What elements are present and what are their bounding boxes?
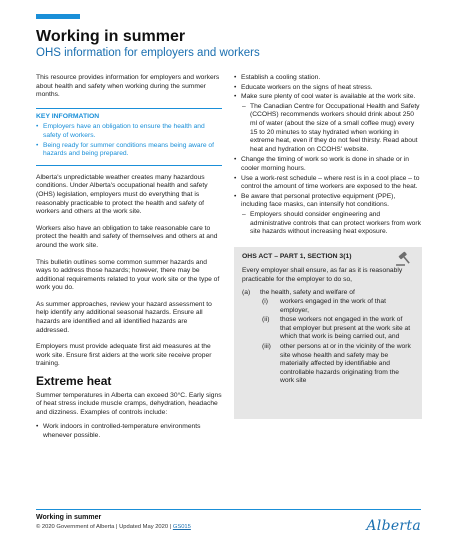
- left-column: [36, 74, 222, 442]
- key-information-list: [36, 123, 222, 158]
- heat-control-item: • Use a work-rest schedule – where rest is in a cool place – to control the amount of time workers are exposed to the heat.: [234, 175, 422, 192]
- key-information-box: [36, 108, 222, 166]
- document-code-link[interactable]: GS015: [172, 524, 191, 530]
- gavel-icon: [394, 251, 412, 267]
- heat-control-item: • Change the timing of work so work is done in shade or in cooler morning hours.: [234, 156, 422, 173]
- heat-control-item: • Work indoors in controlled-temperature environments whenever possible.: [36, 423, 222, 440]
- footer-copyright: © 2020 Government of Alberta | Updated May 2020 | GS015: [36, 524, 191, 530]
- key-information-heading: KEY INFORMATION: [36, 112, 100, 120]
- sub-item: – Employers should consider engineering and administrative controls that can protect workers from work site hazards without increasing heat exposure.: [241, 211, 422, 237]
- ohs-act-box: [234, 247, 422, 419]
- heat-control-item: • Make sure plenty of cool water is available at the work site. – The Canadian Centre for Occupational Health and Safety (CCOHS) recommends workers should drink about 250 ml of water (about the size of a small coffee mug) every 15 to 20 minutes to stay hydrated when working in extreme heat, even if they do not feel thirsty. Read about heat and hydration on CCOHS' website.: [234, 93, 422, 154]
- body-paragraph: Alberta's unpredictable weather creates many hazardous conditions. Under Alberta's occupational health and safety (OHS) legislation, employers must do everything that is reasonably practicable to protect the health and safety of workers and others at the work site.: [36, 173, 208, 216]
- heat-control-item: • Establish a cooling station.: [234, 74, 422, 83]
- extreme-heat-paragraph: Summer temperatures in Alberta can exceed 30°C. Early signs of heat stress include muscle cramps, dehydration, headache and dizziness. Examples of controls include:: [36, 391, 222, 416]
- heat-control-item: • Educate workers on the signs of heat stress.: [234, 84, 422, 93]
- ohs-act-clause: (a) the health, safety and welfare of (i) workers engaged in the work of that employer, (ii) those workers not engaged in the work of that employer but present at the work site at which that work is being carried out, and (iii) other persons at or in the vicinity of the work site whose health and safety may be materially affected by identifiable and controllable hazards originating from the work site: [242, 289, 414, 386]
- sub-list: [241, 103, 422, 155]
- heat-controls-list-continued: [234, 74, 422, 237]
- ohs-act-clause-list: [242, 289, 414, 386]
- footer-title: Working in summer: [36, 514, 102, 521]
- sub-item: – The Canadian Centre for Occupational Health and Safety (CCOHS) recommends workers should drink about 250 ml of water (about the size of a small coffee mug) every 15 to 20 minutes to stay hydrated when working in extreme heat, even if they do not feel thirsty. Read about heat and hydration on CCOHS' website.: [241, 103, 422, 155]
- page-subtitle: OHS information for employers and workers: [36, 47, 260, 59]
- ohs-act-subclause-list: [260, 298, 414, 386]
- heat-controls-list: [36, 423, 222, 440]
- ohs-act-subclause: (iii) other persons at or in the vicinity of the work site whose health and safety may be materially affected by identifiable and controllable hazards originating from the work site: [262, 343, 411, 385]
- body-paragraph: This bulletin outlines some common summer hazards and ways to address those hazards; however, there may be additional requirements related to your work site or the type of work you do.: [36, 258, 220, 292]
- sub-list: [241, 211, 422, 237]
- header-accent-bar: [36, 14, 80, 19]
- ohs-act-heading: OHS ACT – PART 1, SECTION 3(1): [242, 252, 352, 260]
- ohs-act-intro: Every employer shall ensure, as far as it is reasonably practicable for the employer to do so,: [242, 267, 403, 283]
- key-info-item: • Being ready for summer conditions means being aware of hazards and being prepared.: [36, 142, 222, 159]
- intro-paragraph: This resource provides information for employers and workers about health and safety when working during the summer months.: [36, 74, 220, 99]
- extreme-heat-heading: Extreme heat: [36, 374, 112, 389]
- body-paragraph: As summer approaches, review your hazard assessment to help identify any additional seasonal hazards. Ensure all hazards are identified and all identified hazards are addressed.: [36, 300, 212, 334]
- alberta-logo: Alberta: [366, 518, 421, 534]
- page-footer: [36, 509, 421, 534]
- ohs-act-subclause: (ii) those workers not engaged in the work of that employer but present at the work site at which that work is being carried out, and: [262, 316, 411, 341]
- body-paragraph: Workers also have an obligation to take reasonable care to protect the health and safety of themselves and others at and around the work site.: [36, 224, 218, 249]
- right-column: [234, 74, 422, 419]
- key-info-item: • Employers have an obligation to ensure the health and safety of workers.: [36, 123, 222, 140]
- page-title: Working in summer: [36, 28, 186, 45]
- ohs-act-subclause: (i) workers engaged in the work of that employer,: [262, 298, 386, 314]
- heat-control-item: • Be aware that personal protective equipment (PPE), including face masks, can intensify hot conditions. – Employers should consider engineering and administrative controls that can protect workers from work site hazards without increasing heat exposure.: [234, 193, 422, 237]
- body-paragraph: Employers must provide adequate first aid measures at the work site. Ensure first aiders at the work site receive proper training.: [36, 343, 212, 368]
